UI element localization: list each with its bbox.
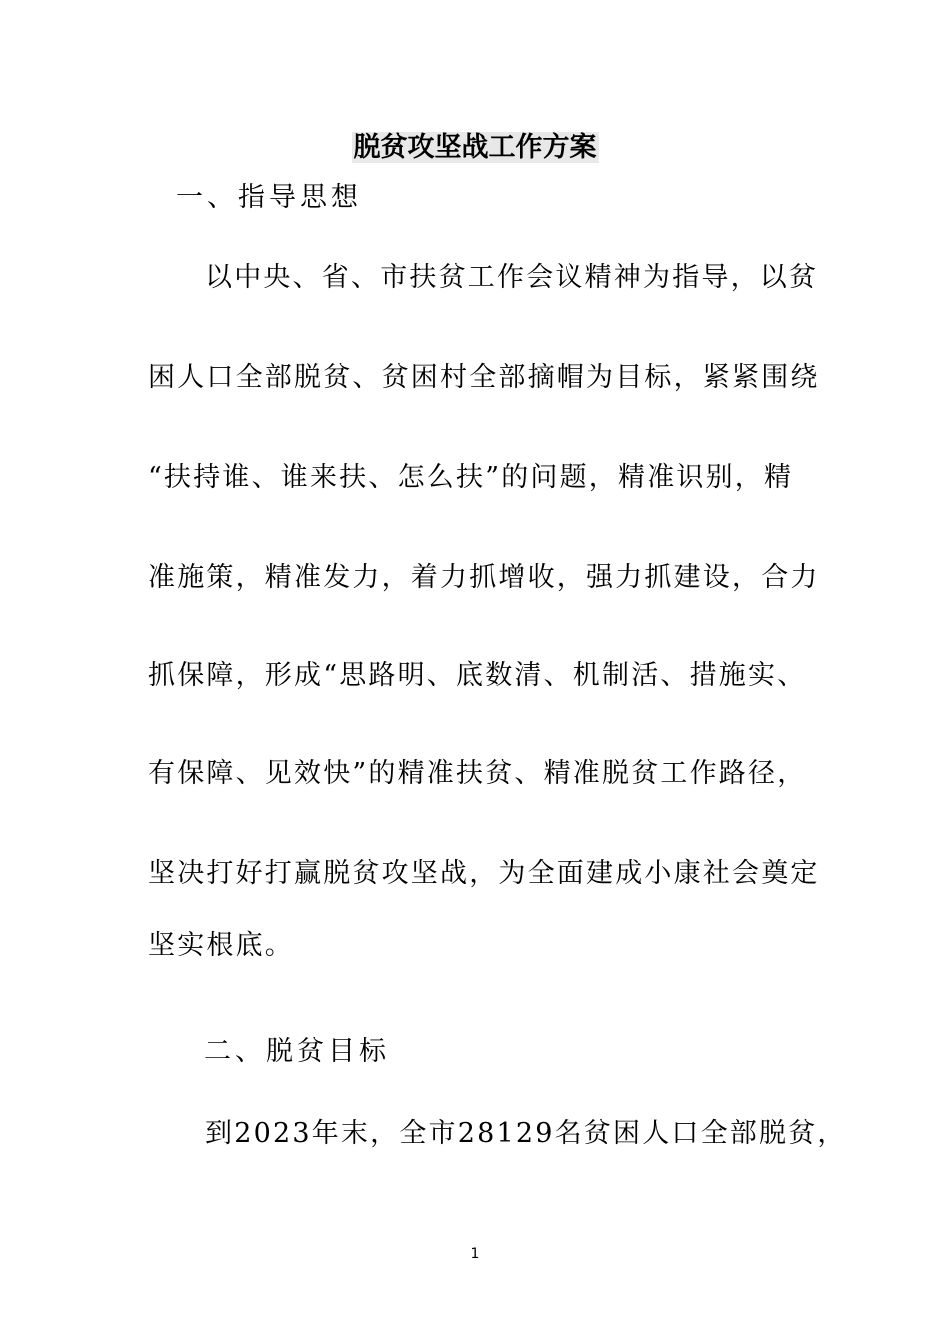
paragraph-line: 坚决打好打赢脱贫攻坚战，为全面建成小康社会奠定 <box>148 858 820 889</box>
paragraph-line: 有保障、见效快”的精准扶贫、精准脱贫工作路径， <box>148 758 807 789</box>
paragraph-line: 以中央、省、市扶贫工作会议精神为指导，以贫 <box>205 262 819 293</box>
document-title <box>0 128 950 168</box>
paragraph-line: 坚实根底。 <box>148 930 294 961</box>
paragraph-line: 困人口全部脱贫、贫困村全部摘帽为目标，紧紧围绕 <box>148 362 820 393</box>
section-heading-poverty-target: 二、脱贫目标 <box>204 1036 390 1067</box>
section-heading-guiding-ideology: 一、指导思想 <box>176 182 362 213</box>
paragraph-line: 抓保障，形成“思路明、底数清、机制活、措施实、 <box>148 660 807 691</box>
document-title-text: 脱贫攻坚战工作方案 <box>353 132 597 163</box>
page-number: 1 <box>470 1246 480 1262</box>
paragraph-line: “扶持谁、谁来扶、怎么扶”的问题，精准识别，精 <box>148 462 794 493</box>
paragraph-line: 到2023年末，全市28129名贫困人口全部脱贫， <box>205 1118 847 1149</box>
paragraph-line: 准施策，精准发力，着力抓增收，强力抓建设，合力 <box>148 562 820 593</box>
